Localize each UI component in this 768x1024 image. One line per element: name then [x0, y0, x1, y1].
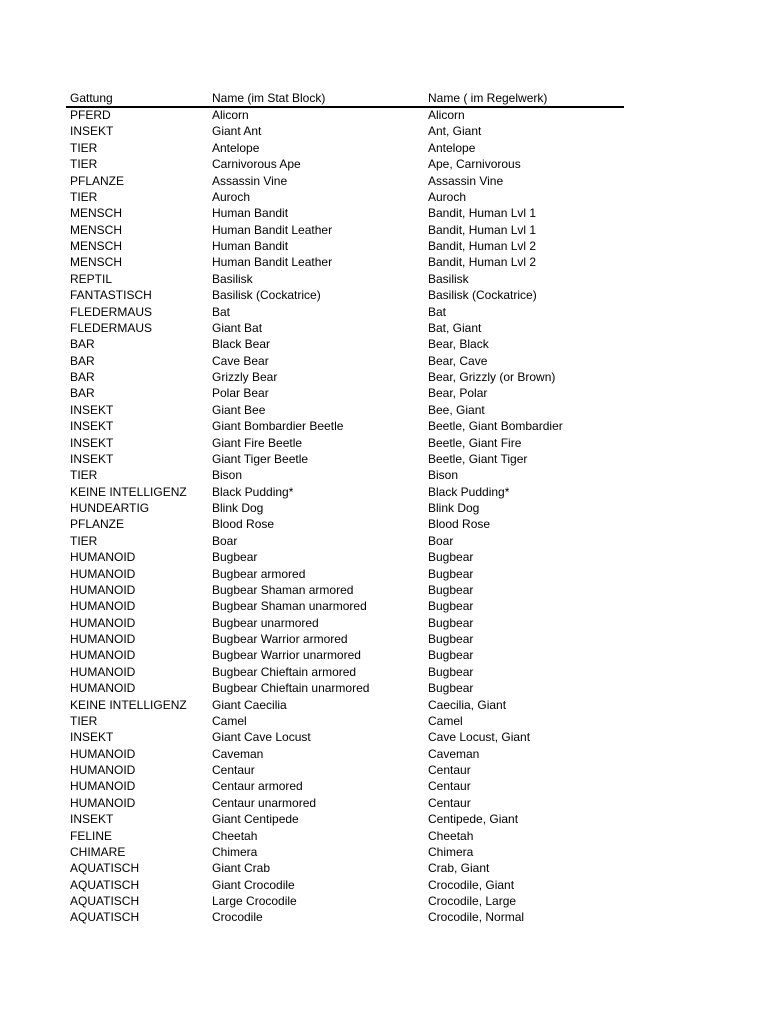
cell-name-regelwerk: Bear, Polar [428, 386, 488, 401]
cell-name-stat-block: Cave Bear [212, 353, 269, 368]
cell-gattung: AQUATISCH [70, 894, 140, 908]
cell-gattung: BAR [70, 386, 95, 401]
table-row [70, 811, 630, 827]
table-row [70, 304, 630, 320]
table-row [70, 516, 630, 532]
table-row [70, 435, 630, 451]
table-row [70, 369, 630, 385]
cell-name-stat-block: Grizzly Bear [212, 370, 278, 384]
cell-name-stat-block: Centaur unarmored [212, 795, 317, 810]
cell-gattung: INSEKT [70, 402, 114, 417]
table-row [70, 336, 630, 352]
cell-gattung: PFERD [70, 108, 111, 122]
cell-name-regelwerk: Bandit, Human Lvl 2 [428, 239, 537, 253]
cell-name-regelwerk: Beetle, Giant Tiger [428, 451, 528, 466]
cell-gattung: TIER [70, 140, 98, 155]
table-row [70, 680, 630, 696]
cell-name-stat-block: Black Pudding* [212, 484, 294, 499]
cell-name-stat-block: Alicorn [212, 108, 249, 122]
table-row [70, 549, 630, 565]
cell-name-stat-block: Bugbear armored [212, 566, 306, 581]
cell-name-regelwerk: Alicorn [428, 108, 465, 122]
cell-name-stat-block: Bugbear Chieftain armored [212, 664, 357, 679]
cell-name-regelwerk: Bugbear [428, 566, 474, 581]
header-divider [66, 106, 624, 108]
cell-gattung: HUMANOID [70, 632, 136, 646]
cell-name-stat-block: Bugbear unarmored [212, 615, 319, 630]
cell-name-stat-block: Boar [212, 533, 238, 548]
cell-name-stat-block: Human Bandit Leather [212, 255, 333, 270]
table-row [70, 566, 630, 582]
cell-name-regelwerk: Bat, Giant [428, 320, 482, 335]
cell-name-stat-block: Large Crocodile [212, 894, 297, 908]
table-row [70, 713, 630, 729]
table-row [70, 598, 630, 614]
cell-gattung: MENSCH [70, 222, 123, 237]
cell-name-regelwerk: Blood Rose [428, 517, 491, 532]
cell-name-regelwerk: Camel [428, 713, 463, 728]
cell-gattung: TIER [70, 157, 98, 172]
cell-name-regelwerk: Ant, Giant [428, 124, 482, 139]
table-row [70, 418, 630, 434]
cell-name-regelwerk: Bugbear [428, 582, 474, 597]
cell-name-stat-block: Giant Crocodile [212, 877, 295, 892]
cell-gattung: HUMANOID [70, 664, 136, 679]
cell-gattung: HUMANOID [70, 566, 136, 581]
cell-gattung: FELINE [70, 828, 113, 843]
cell-name-regelwerk: Bugbear [428, 648, 474, 663]
header-name-stat-block: Name (im Stat Block) [212, 91, 326, 105]
cell-name-regelwerk: Caecilia, Giant [428, 697, 507, 712]
cell-name-stat-block: Bugbear Shaman armored [212, 582, 354, 597]
cell-name-regelwerk: Centaur [428, 795, 471, 810]
cell-gattung: FANTASTISCH [70, 288, 152, 303]
cell-name-regelwerk: Bugbear [428, 615, 474, 630]
table-row [70, 271, 630, 287]
cell-gattung: REPTIL [70, 271, 113, 286]
table-row [70, 877, 630, 893]
cell-gattung: AQUATISCH [70, 877, 140, 892]
table-row [70, 729, 630, 745]
table-row [70, 156, 630, 172]
table-header [70, 90, 630, 107]
cell-gattung: TIER [70, 189, 98, 204]
cell-name-regelwerk: Bugbear [428, 550, 474, 565]
cell-gattung: INSEKT [70, 435, 114, 450]
cell-name-stat-block: Blink Dog [212, 501, 264, 515]
table-row [70, 123, 630, 139]
table-row [70, 402, 630, 418]
table-row [70, 140, 630, 156]
cell-name-stat-block: Giant Caecilia [212, 697, 287, 712]
cell-name-stat-block: Basilisk (Cockatrice) [212, 288, 321, 303]
table-row [70, 451, 630, 467]
cell-name-regelwerk: Assassin Vine [428, 173, 504, 188]
cell-name-stat-block: Giant Bee [212, 402, 266, 417]
cell-name-regelwerk: Black Pudding* [428, 484, 510, 499]
cell-name-stat-block: Caveman [212, 746, 264, 761]
cell-gattung: INSEKT [70, 730, 114, 745]
cell-name-regelwerk: Centipede, Giant [428, 812, 519, 827]
cell-gattung: TIER [70, 468, 98, 483]
cell-name-stat-block: Crocodile [212, 910, 263, 925]
cell-name-stat-block: Black Bear [212, 337, 271, 352]
cell-name-stat-block: Giant Bat [212, 320, 263, 335]
cell-name-stat-block: Human Bandit Leather [212, 222, 333, 237]
cell-name-stat-block: Centaur armored [212, 779, 303, 794]
cell-gattung: HUMANOID [70, 615, 136, 630]
cell-name-regelwerk: Bear, Black [428, 337, 489, 352]
cell-gattung: BAR [70, 353, 95, 368]
cell-gattung: INSEKT [70, 812, 114, 827]
cell-name-stat-block: Giant Bombardier Beetle [212, 419, 344, 434]
cell-gattung: CHIMARE [70, 844, 126, 859]
cell-gattung: AQUATISCH [70, 861, 140, 876]
cell-gattung: AQUATISCH [70, 910, 140, 925]
table-row [70, 795, 630, 811]
cell-gattung: MENSCH [70, 239, 123, 253]
table-row [70, 189, 630, 205]
cell-name-regelwerk: Boar [428, 533, 454, 548]
cell-name-stat-block: Human Bandit [212, 206, 289, 221]
cell-name-stat-block: Bugbear Shaman unarmored [212, 599, 367, 614]
cell-gattung: HUMANOID [70, 746, 136, 761]
table-row [70, 107, 630, 123]
cell-name-regelwerk: Centaur [428, 779, 471, 794]
header-name-regelwerk: Name ( im Regelwerk) [428, 91, 548, 105]
cell-gattung: PFLANZE [70, 173, 125, 188]
table-row [70, 697, 630, 713]
table-row [70, 238, 630, 254]
cell-gattung: TIER [70, 533, 98, 548]
cell-name-regelwerk: Crocodile, Normal [428, 910, 525, 925]
table-row [70, 467, 630, 483]
cell-name-stat-block: Chimera [212, 844, 258, 859]
table-row [70, 320, 630, 336]
cell-gattung: HUNDEARTIG [70, 501, 150, 515]
cell-name-stat-block: Giant Ant [212, 124, 262, 139]
cell-gattung: BAR [70, 370, 95, 384]
table-row [70, 254, 630, 270]
cell-gattung: HUMANOID [70, 763, 136, 777]
cell-name-regelwerk: Caveman [428, 746, 480, 761]
cell-name-stat-block: Centaur [212, 763, 255, 777]
cell-gattung: BAR [70, 337, 95, 352]
cell-gattung: TIER [70, 713, 98, 728]
table-row [70, 664, 630, 680]
cell-name-regelwerk: Bugbear [428, 681, 474, 696]
cell-name-regelwerk: Bear, Cave [428, 353, 488, 368]
cell-name-regelwerk: Bandit, Human Lvl 2 [428, 255, 537, 270]
cell-name-regelwerk: Basilisk [428, 271, 469, 286]
cell-name-regelwerk: Chimera [428, 844, 474, 859]
cell-name-regelwerk: Bugbear [428, 599, 474, 614]
cell-name-stat-block: Human Bandit [212, 239, 289, 253]
cell-gattung: FLEDERMAUS [70, 320, 153, 335]
cell-name-regelwerk: Bandit, Human Lvl 1 [428, 206, 537, 221]
cell-name-regelwerk: Ape, Carnivorous [428, 157, 521, 172]
cell-name-stat-block: Giant Centipede [212, 812, 299, 827]
table-row [70, 828, 630, 844]
cell-name-regelwerk: Blink Dog [428, 501, 480, 515]
cell-name-regelwerk: Beetle, Giant Fire [428, 435, 522, 450]
cell-name-stat-block: Polar Bear [212, 386, 269, 401]
cell-name-regelwerk: Bugbear [428, 632, 474, 646]
cell-name-stat-block: Bugbear Chieftain unarmored [212, 681, 370, 696]
cell-gattung: HUMANOID [70, 648, 136, 663]
cell-name-stat-block: Cheetah [212, 828, 258, 843]
cell-name-stat-block: Camel [212, 713, 247, 728]
table-row [70, 631, 630, 647]
table-row [70, 500, 630, 516]
cell-gattung: PFLANZE [70, 517, 125, 532]
cell-gattung: FLEDERMAUS [70, 304, 153, 319]
cell-gattung: INSEKT [70, 124, 114, 139]
table-row [70, 533, 630, 549]
cell-name-regelwerk: Bandit, Human Lvl 1 [428, 222, 537, 237]
cell-name-regelwerk: Antelope [428, 140, 476, 155]
cell-name-stat-block: Bugbear [212, 550, 258, 565]
cell-gattung: HUMANOID [70, 582, 136, 597]
cell-name-regelwerk: Bee, Giant [428, 402, 485, 417]
cell-name-stat-block: Carnivorous Ape [212, 157, 301, 172]
cell-name-stat-block: Giant Crab [212, 861, 271, 876]
table-row [70, 205, 630, 221]
cell-name-regelwerk: Crocodile, Giant [428, 877, 515, 892]
header-gattung: Gattung [70, 91, 113, 105]
table-row [70, 222, 630, 238]
cell-gattung: KEINE INTELLIGENZ [70, 697, 187, 712]
table-row [70, 860, 630, 876]
table-row [70, 893, 630, 909]
cell-name-stat-block: Bugbear Warrior unarmored [212, 648, 361, 663]
table-row [70, 582, 630, 598]
cell-name-regelwerk: Beetle, Giant Bombardier [428, 419, 563, 434]
cell-name-stat-block: Assassin Vine [212, 173, 288, 188]
cell-gattung: HUMANOID [70, 779, 136, 794]
cell-name-regelwerk: Crocodile, Large [428, 894, 517, 908]
cell-gattung: HUMANOID [70, 795, 136, 810]
cell-gattung: MENSCH [70, 206, 123, 221]
cell-name-regelwerk: Cheetah [428, 828, 474, 843]
cell-gattung: INSEKT [70, 451, 114, 466]
cell-name-regelwerk: Bat [428, 304, 447, 319]
table-row [70, 353, 630, 369]
cell-name-regelwerk: Bugbear [428, 664, 474, 679]
cell-name-regelwerk: Crab, Giant [428, 861, 490, 876]
table-row [70, 647, 630, 663]
cell-name-stat-block: Basilisk [212, 271, 253, 286]
cell-name-stat-block: Giant Fire Beetle [212, 435, 303, 450]
cell-name-stat-block: Bugbear Warrior armored [212, 632, 348, 646]
table-row [70, 484, 630, 500]
cell-gattung: HUMANOID [70, 599, 136, 614]
cell-name-stat-block: Giant Tiger Beetle [212, 451, 309, 466]
cell-gattung: HUMANOID [70, 550, 136, 565]
cell-name-stat-block: Bison [212, 468, 243, 483]
cell-name-stat-block: Bat [212, 304, 231, 319]
table-row [70, 615, 630, 631]
cell-name-stat-block: Antelope [212, 140, 260, 155]
cell-name-regelwerk: Cave Locust, Giant [428, 730, 531, 745]
cell-gattung: MENSCH [70, 255, 123, 270]
table-row [70, 287, 630, 303]
table-row [70, 385, 630, 401]
cell-name-regelwerk: Basilisk (Cockatrice) [428, 288, 537, 303]
cell-name-stat-block: Auroch [212, 189, 251, 204]
cell-name-regelwerk: Auroch [428, 189, 467, 204]
cell-name-stat-block: Blood Rose [212, 517, 275, 532]
cell-name-regelwerk: Centaur [428, 763, 471, 777]
cell-gattung: INSEKT [70, 419, 114, 434]
cell-gattung: HUMANOID [70, 681, 136, 696]
cell-name-stat-block: Giant Cave Locust [212, 730, 311, 745]
cell-name-regelwerk: Bear, Grizzly (or Brown) [428, 370, 556, 384]
table-row [70, 173, 630, 189]
spreadsheet-table [70, 90, 630, 925]
table-row [70, 746, 630, 762]
table-row [70, 778, 630, 794]
table-row [70, 909, 630, 925]
table-row [70, 844, 630, 860]
cell-name-regelwerk: Bison [428, 468, 459, 483]
table-body [70, 107, 630, 926]
table-row [70, 762, 630, 778]
cell-gattung: KEINE INTELLIGENZ [70, 484, 187, 499]
